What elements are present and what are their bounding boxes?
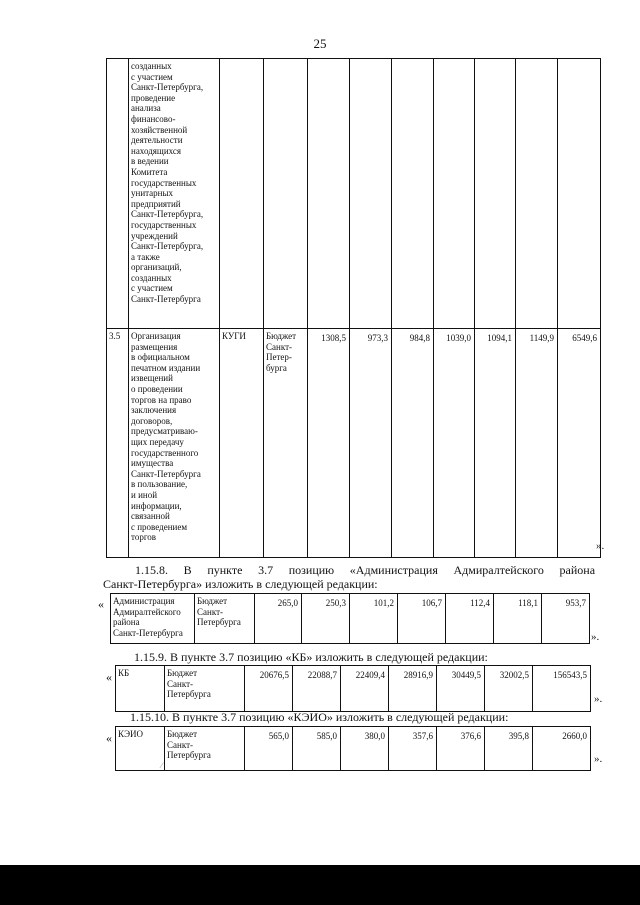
value-cell: 953,7	[542, 594, 590, 644]
text-line: имущества	[131, 458, 174, 469]
text-line: Санкт-Петербурга,	[131, 209, 204, 220]
table-row	[116, 727, 591, 771]
paragraph-1-15-10: 1.15.10. В пункте 3.7 позицию «КЭИО» изложить в следующей редакции:	[130, 710, 509, 724]
text-line: созданных	[131, 272, 172, 283]
value-cell: 6549,6	[558, 329, 601, 558]
table-cell	[107, 59, 129, 329]
value-cell: 32002,5	[485, 666, 533, 712]
text-line: Петербурга	[167, 750, 211, 761]
text-line: предприятий	[131, 198, 181, 209]
text-line: Санкт-	[266, 341, 292, 352]
name-cell	[129, 59, 220, 329]
value-cell: 118,1	[494, 594, 542, 644]
text-line: щих передачу	[131, 436, 184, 447]
value-cell: 20676,5	[245, 666, 293, 712]
table-row-3-5	[107, 329, 601, 558]
name-lines	[131, 331, 217, 543]
admiralty-table	[110, 593, 590, 644]
value-cell: 22409,4	[341, 666, 389, 712]
para-word: пункте	[207, 563, 243, 577]
scan-edge-bar	[0, 865, 640, 905]
text-line: с участием	[131, 283, 173, 294]
value-cell: 112,4	[446, 594, 494, 644]
table-cell	[516, 59, 558, 329]
text-line: и иной	[131, 489, 158, 500]
value-cell: 250,3	[302, 594, 350, 644]
para-word: «Администрация	[349, 563, 438, 577]
table-row	[111, 594, 590, 644]
value-cell: 376,6	[437, 727, 485, 771]
text-line: Санкт-Петербурга,	[131, 82, 204, 93]
source-lines	[266, 331, 305, 373]
opening-quote: «	[106, 731, 112, 745]
text-line: бурга	[266, 362, 287, 373]
text-line: договоров,	[131, 415, 173, 426]
text-line: печатном издании	[131, 362, 201, 373]
page-number: 25	[313, 36, 327, 51]
source-lines	[197, 596, 252, 628]
value-cell: 984,8	[392, 329, 434, 558]
value-cell: 395,8	[485, 727, 533, 771]
text-line: в официальном	[131, 352, 190, 363]
table-cell	[220, 59, 264, 329]
value-cell: 22088,7	[293, 666, 341, 712]
table-cell	[308, 59, 350, 329]
para-word: В	[183, 563, 192, 577]
table-cell	[434, 59, 475, 329]
text-line: связанной	[131, 511, 170, 522]
name-lines	[113, 596, 192, 638]
value-cell: 28916,9	[389, 666, 437, 712]
table-cell	[264, 59, 308, 329]
text-line: Санкт-	[167, 739, 193, 750]
opening-quote: «	[98, 597, 104, 611]
para-word: района	[559, 563, 596, 577]
table-row-continuation	[107, 59, 601, 329]
text-line: в пользование,	[131, 479, 188, 490]
text-line: деятельности	[131, 135, 183, 146]
text-line: государственных	[131, 177, 197, 188]
source-lines	[167, 729, 242, 761]
text-line: учреждений	[131, 230, 178, 241]
closing-quote: ».	[594, 693, 603, 705]
kb-table	[115, 665, 591, 712]
text-line: Санкт-	[167, 678, 193, 689]
scan-mark: ⁄	[161, 761, 163, 770]
row-number: 3.5	[107, 329, 129, 558]
text-line: района	[113, 617, 140, 628]
value-cell: 973,3	[350, 329, 392, 558]
paragraph-1-15-8-line2: Санкт-Петербурга» изложить в следующей редакции:	[103, 577, 378, 591]
executor-cell: КУГИ	[220, 329, 264, 558]
value-cell: 1039,0	[434, 329, 475, 558]
text-line: Санкт-Петербурга	[131, 468, 201, 479]
text-line: заключения	[131, 405, 177, 416]
text-line: Санкт-Петербурга,	[131, 241, 204, 252]
name-cell: КЭИО	[116, 727, 165, 771]
text-line: находящихся	[131, 145, 182, 156]
text-line: извещений	[131, 373, 173, 384]
para-word: позицию	[288, 563, 335, 577]
text-line: финансово-	[131, 113, 176, 124]
text-line: размещения	[131, 341, 178, 352]
value-cell: 565,0	[245, 727, 293, 771]
text-line: Бюджет	[266, 331, 297, 341]
value-cell: 2660,0	[533, 727, 591, 771]
text-line: организаций,	[131, 262, 182, 273]
value-cell: 357,6	[389, 727, 437, 771]
text-line: Администрация	[113, 596, 175, 606]
text-line: с участием	[131, 71, 173, 82]
text-line: государственного	[131, 447, 199, 458]
source-cell	[165, 666, 245, 712]
table-cell	[558, 59, 601, 329]
text-line: Бюджет	[197, 596, 228, 606]
text-line: в ведении	[131, 156, 169, 167]
text-line: с проведением	[131, 521, 188, 532]
text-line: предусматриваю-	[131, 426, 198, 437]
text-line: Санкт-	[197, 606, 223, 617]
text-line: Организация	[131, 331, 181, 341]
para-word: 3.7	[258, 563, 274, 577]
text-line: анализа	[131, 103, 161, 114]
closing-quote: ».	[594, 753, 603, 765]
closing-quote: ».	[596, 540, 605, 552]
source-cell	[165, 727, 245, 771]
para-word: Адмиралтейского	[453, 563, 544, 577]
opening-quote: «	[106, 670, 112, 684]
text-line: торгов на право	[131, 394, 192, 405]
table-row	[116, 666, 591, 712]
text-line: Адмиралтейского	[113, 606, 181, 617]
value-cell: 265,0	[255, 594, 302, 644]
value-cell: 1149,9	[516, 329, 558, 558]
text-line: хозяйственной	[131, 124, 188, 135]
value-cell: 585,0	[293, 727, 341, 771]
value-cell: 156543,5	[533, 666, 591, 712]
name-lines	[131, 61, 217, 305]
value-cell: 30449,5	[437, 666, 485, 712]
table-cell	[475, 59, 516, 329]
text-line: Петер-	[266, 352, 292, 363]
text-line: Бюджет	[167, 729, 198, 739]
text-line: Бюджет	[167, 668, 198, 678]
name-cell: КБ	[116, 666, 165, 712]
text-line: созданных	[131, 61, 172, 71]
text-line: государственных	[131, 219, 197, 230]
value-cell: 1094,1	[475, 329, 516, 558]
name-cell	[129, 329, 220, 558]
text-line: Петербурга	[197, 617, 241, 628]
value-cell: 101,2	[350, 594, 398, 644]
para-word: 1.15.8.	[135, 563, 168, 577]
source-lines	[167, 668, 242, 700]
text-line: информации,	[131, 500, 182, 511]
closing-quote: ».	[591, 631, 600, 643]
text-line: а также	[131, 251, 160, 262]
source-cell	[195, 594, 255, 644]
value-cell: 1308,5	[308, 329, 350, 558]
value-cell: 106,7	[398, 594, 446, 644]
table-cell	[392, 59, 434, 329]
paragraph-1-15-9: 1.15.9. В пункте 3.7 позицию «КБ» изложить в следующей редакции:	[134, 650, 488, 664]
text-line: унитарных	[131, 188, 174, 199]
text-line: Санкт-Петербурга	[113, 627, 183, 638]
value-cell: 380,0	[341, 727, 389, 771]
text-line: Петербурга	[167, 689, 211, 700]
text-line: Санкт-Петербурга	[131, 294, 201, 305]
keio-table	[115, 726, 591, 771]
main-table	[106, 58, 601, 558]
source-cell	[264, 329, 308, 558]
text-line: проведение	[131, 92, 176, 103]
table-cell	[350, 59, 392, 329]
name-cell	[111, 594, 195, 644]
text-line: Комитета	[131, 166, 168, 177]
text-line: торгов	[131, 532, 157, 543]
text-line: о проведении	[131, 383, 183, 394]
paragraph-1-15-8-line1	[135, 564, 595, 577]
